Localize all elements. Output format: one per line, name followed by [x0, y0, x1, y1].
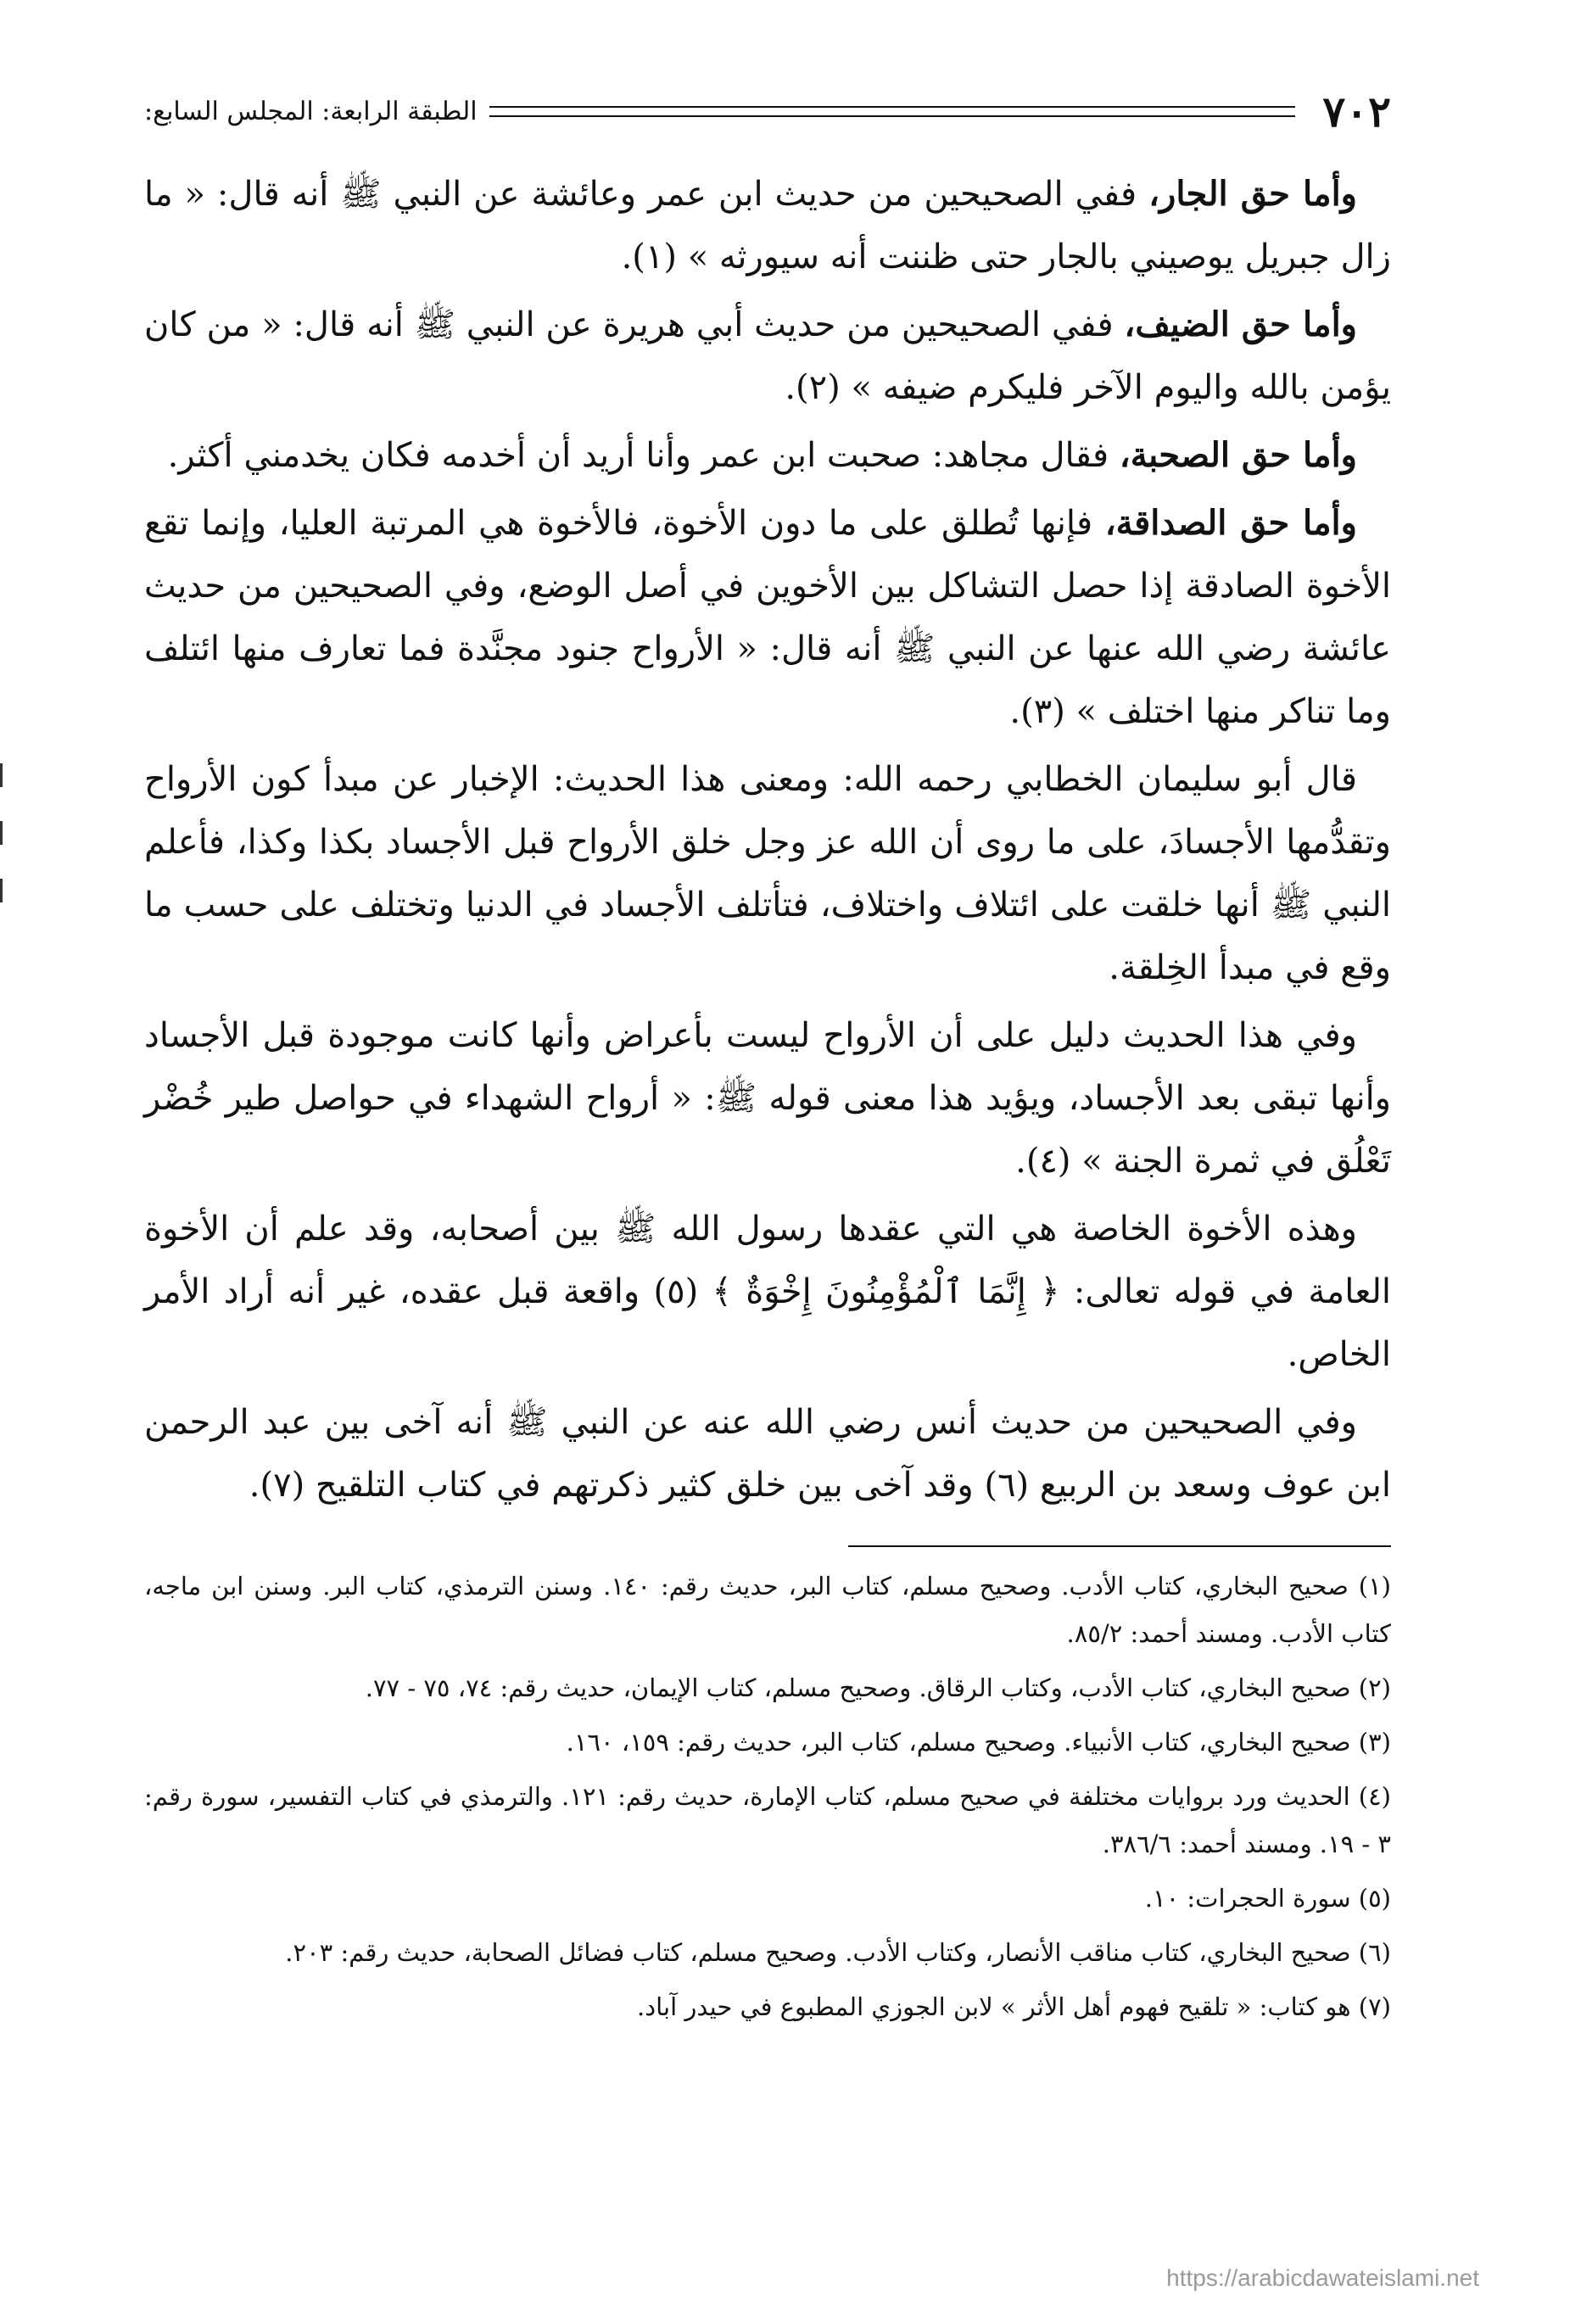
- footnote-5: (٥) سورة الحجرات: ١٠.: [1144, 1884, 1391, 1913]
- paragraph-body: وهذه الأخوة الخاصة هي التي عقدها رسول الله ﷺ بين أصحابه، وقد علم أن الأخوة العامة في قوله تعالى: ﴿ إِنَّمَا ٱلْمُؤْمِنُونَ إِخْوَةٌ ﴾ (٥) واقعة قبل عقده، غير أنه أراد الأمر الخاص.: [144, 1209, 1391, 1374]
- footnote-4: (٤) الحديث ورد بروايات مختلفة في صحيح مسلم، كتاب الإمارة، حديث رقم: ١٢١. والترمذي في كتاب التفسير، سورة رقم: ٣ - ١٩. ومسند أحمد: ٣٨٦/٦.: [144, 1782, 1391, 1858]
- paragraph-khattabi: [144, 748, 1391, 999]
- margin-mark: [0, 821, 3, 845]
- page-header: [144, 81, 1391, 141]
- paragraph-lead: وأما حق الجار،: [1148, 174, 1357, 214]
- paragraph-body: ففي الصحيحين من حديث أبي هريرة عن النبي ﷺ أنه قال: « من كان يؤمن بالله واليوم الآخر فليكرم ضيفه » (٢).: [144, 305, 1391, 407]
- paragraph-souls: [144, 1004, 1391, 1193]
- paragraph-lead: وأما حق الضيف،: [1124, 304, 1357, 344]
- paragraph-anas: [144, 1391, 1391, 1517]
- footnote-1: (١) صحيح البخاري، كتاب الأدب. وصحيح مسلم، كتاب البر، حديث رقم: ١٤٠. وسنن الترمذي، كتاب البر. وسنن ابن ماجه، كتاب الأدب. ومسند أحمد: ٨٥/٢.: [144, 1572, 1391, 1648]
- footnotes: [144, 1562, 1391, 2031]
- footnote-7: (٧) هو كتاب: « تلقيح فهوم أهل الأثر » لابن الجوزي المطبوع في حيدر آباد.: [637, 1992, 1391, 2021]
- paragraph-brotherhood: [144, 1198, 1391, 1386]
- scan-margin-marks: [0, 763, 3, 936]
- paragraph-body: ففي الصحيحين من حديث ابن عمر وعائشة عن النبي ﷺ أنه قال: « ما زال جبريل يوصيني بالجار حتى ظننت أنه سيورثه » (١).: [144, 175, 1391, 277]
- paragraph-lead: وأما حق الصحبة،: [1119, 435, 1357, 475]
- paragraph-body: فإنها تُطلق على ما دون الأخوة، فالأخوة هي المرتبة العليا، وإنما تقع الأخوة الصادقة إذا حصل التشاكل بين الأخوين في أصل الوضع، وفي الصحيحين من حديث عائشة رضي الله عنها عن النبي ﷺ أنه قال: « الأرواح جنود مجنَّدة فما تعارف منها ائتلف وما تناكر منها اختلف » (٣).: [144, 504, 1391, 731]
- paragraph-body: وفي هذا الحديث دليل على أن الأرواح ليست بأعراض وأنها كانت موجودة قبل الأجساد وأنها تبقى بعد الأجساد، ويؤيد هذا معنى قوله ﷺ: « أرواح الشهداء في حواصل طير خُضْر تَعْلُق في ثمرة الجنة » (٤).: [144, 1016, 1391, 1181]
- footnote-3: (٣) صحيح البخاري، كتاب الأنبياء. وصحيح مسلم، كتاب البر، حديث رقم: ١٥٩، ١٦٠.: [566, 1728, 1391, 1757]
- running-title: الطبقة الرابعة: المجلس السابع:: [144, 96, 478, 126]
- paragraph-body: وفي الصحيحين من حديث أنس رضي الله عنه عن النبي ﷺ أنه آخى بين عبد الرحمن ابن عوف وسعد بن الربيع (٦) وقد آخى بين خلق كثير ذكرتهم في كتاب التلقيح (٧).: [144, 1403, 1391, 1505]
- footnote-separator: [848, 1545, 1391, 1547]
- paragraph-body: قال أبو سليمان الخطابي رحمه الله: ومعنى هذا الحديث: الإخبار عن مبدأ كون الأرواح وتقدُّمها الأجسادَ، على ما روى أن الله عز وجل خلق الأرواح قبل الأجساد بكذا وكذا، فأعلم النبي ﷺ أنها خلقت على ائتلاف واختلاف، فتأتلف الأجساد في الدنيا وتختلف على حسب ما وقع في مبدأ الخِلقة.: [144, 760, 1391, 987]
- watermark: https://arabicdawateislami.net: [1166, 2265, 1479, 2291]
- paragraph-neighbor-right: [144, 163, 1391, 288]
- paragraph-lead: وأما حق الصداقة،: [1104, 503, 1357, 543]
- paragraph-companionship-right: [144, 424, 1391, 487]
- book-page: [144, 81, 1391, 2253]
- margin-mark: [0, 879, 3, 902]
- main-text: [144, 163, 1391, 1517]
- paragraph-guest-right: [144, 293, 1391, 419]
- paragraph-body: فقال مجاهد: صحبت ابن عمر وأنا أريد أن أخدمه فكان يخدمني أكثر.: [167, 436, 1120, 475]
- margin-mark: [0, 763, 3, 787]
- footnote-2: (٢) صحيح البخاري، كتاب الأدب، وكتاب الرقاق. وصحيح مسلم، كتاب الإيمان، حديث رقم: ٧٤، ٧٥ - ٧٧.: [365, 1673, 1391, 1702]
- paragraph-friendship-right: [144, 492, 1391, 743]
- footnote-6: (٦) صحيح البخاري، كتاب مناقب الأنصار، وكتاب الأدب. وصحيح مسلم، كتاب فضائل الصحابة، حديث رقم: ٢٠٣.: [285, 1938, 1391, 1967]
- page-number: ٧٠٢: [1322, 86, 1391, 137]
- header-rule: [489, 106, 1296, 117]
